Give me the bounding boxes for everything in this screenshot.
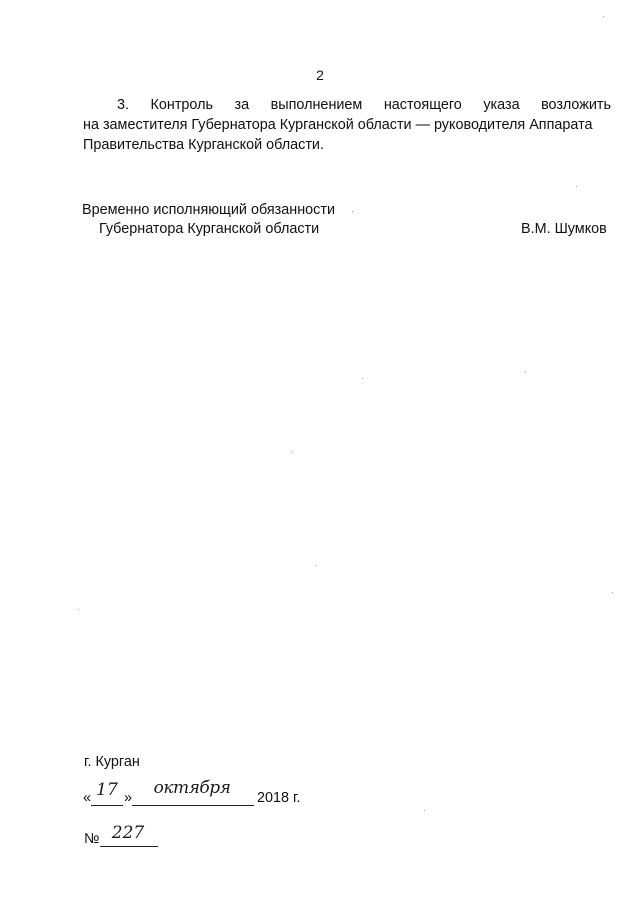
city: г. Курган bbox=[84, 754, 140, 770]
position-line-1: Временно исполняющий обязанности bbox=[82, 202, 336, 218]
scan-speck bbox=[292, 452, 293, 453]
paragraph-line-3: Правительства Курганской области. bbox=[83, 137, 324, 153]
quote-open: « bbox=[83, 790, 92, 806]
number-handwritten: 227 bbox=[111, 823, 145, 843]
scan-speck bbox=[352, 211, 353, 212]
document-date bbox=[83, 778, 323, 823]
date-year: 2018 г. bbox=[257, 790, 301, 806]
scan-speck bbox=[612, 592, 613, 593]
scan-speck bbox=[316, 565, 317, 566]
scan-speck bbox=[525, 372, 526, 373]
date-day-handwritten: 17 bbox=[96, 780, 118, 800]
scan-speck bbox=[576, 186, 577, 187]
date-month-handwritten: октября bbox=[153, 778, 231, 798]
day-underline bbox=[91, 805, 123, 806]
scan-speck bbox=[362, 378, 363, 379]
month-underline bbox=[132, 805, 254, 806]
number-sign: № bbox=[84, 831, 100, 847]
scan-speck bbox=[603, 16, 604, 17]
signatory-position bbox=[82, 201, 335, 239]
number-underline bbox=[100, 846, 158, 847]
page-number: 2 bbox=[316, 67, 324, 83]
control-paragraph bbox=[83, 95, 611, 155]
quote-close: » bbox=[124, 790, 133, 806]
paragraph-line-2: на заместителя Губернатора Курганской области — руководителя Аппарата bbox=[83, 117, 593, 133]
document-number bbox=[84, 823, 184, 854]
scan-speck bbox=[424, 810, 425, 811]
scan-speck bbox=[78, 609, 79, 610]
paragraph-line-1: 3. Контроль за выполнением настоящего указа возложить bbox=[117, 97, 611, 113]
signatory-name: В.М. Шумков bbox=[521, 221, 607, 237]
position-line-2: Губернатора Курганской области bbox=[99, 221, 320, 237]
